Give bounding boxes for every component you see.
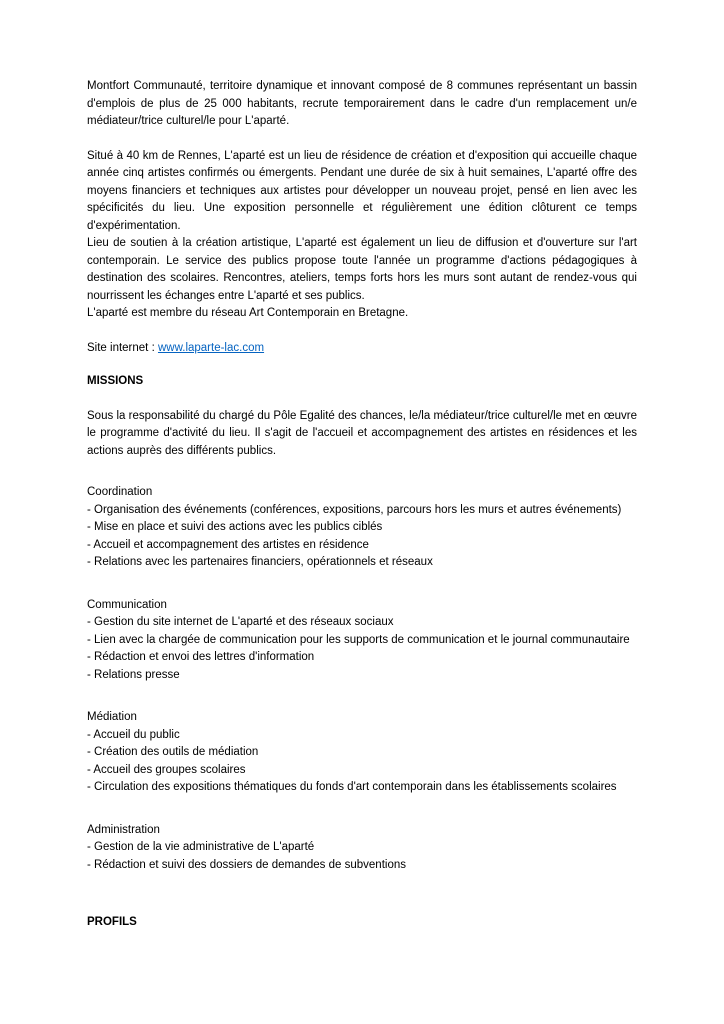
list-item: - Gestion du site internet de L'aparté et des réseaux sociaux xyxy=(87,616,394,628)
subsection-communication xyxy=(87,597,637,685)
list-item: - Relations presse xyxy=(87,668,180,681)
subsection-administration xyxy=(87,822,637,875)
list-item: - Gestion de la vie administrative de L'aparté xyxy=(87,841,315,853)
subsection-coordination xyxy=(87,484,637,572)
profils-heading: PROFILS xyxy=(87,916,137,928)
website-label: Site internet : xyxy=(87,341,158,354)
website-line xyxy=(87,340,637,358)
missions-intro: Sous la responsabilité du chargé du Pôle Egalité des chances, le/la médiateur/trice culturel/le met en œuvre le programme d'activité du lieu. Il s'agit de l'accueil et accompagnement des artistes en résidences et les actions auprès des différents publics. xyxy=(87,409,637,457)
communication-list xyxy=(87,614,637,684)
intro-paragraph-reseau: L'aparté est membre du réseau Art Contemporain en Bretagne. xyxy=(87,307,409,319)
list-item: - Création des outils de médiation xyxy=(87,746,259,758)
list-item: - Rédaction et envoi des lettres d'information xyxy=(87,651,315,663)
website-link[interactable]: www.laparte-lac.com xyxy=(157,341,265,354)
intro-paragraph-residence: Situé à 40 km de Rennes, L'aparté est un lieu de résidence de création et d'exposition qui accueille chaque année cinq artistes confirmés ou émergents. Pendant une durée de six à huit semaines, L'aparté offre des moyens financiers et techniques aux artistes pour développer un nouveau projet, pensé en lien avec les spécificités du lieu. Une exposition personnelle et régulièrement une édition clôturent ce temps d'expérimentation. xyxy=(87,149,637,232)
subsection-title-mediation: Médiation xyxy=(87,711,137,723)
administration-list xyxy=(87,839,637,874)
list-item: - Relations avec les partenaires financiers, opérationnels et réseaux xyxy=(87,556,433,568)
missions-heading: MISSIONS xyxy=(87,375,144,387)
intro-paragraph-soutien: Lieu de soutien à la création artistique, L'aparté est également un lieu de diffusion et d'ouverture sur l'art contemporain. Le service des publics propose toute l'année un programme d'actions pédagogiques à destination des scolaires. Rencontres, ateliers, temps forts hors les murs sont autant de rendez-vous qui nourrissent les échanges entre L'aparté et ses publics. xyxy=(87,237,637,302)
list-item: - Circulation des expositions thématiques du fonds d'art contemporain dans les établissements scolaires xyxy=(87,781,617,793)
list-item: - Organisation des événements (conférences, expositions, parcours hors les murs et autres événements) xyxy=(87,503,622,516)
list-item: - Accueil des groupes scolaires xyxy=(87,763,246,776)
list-item: - Lien avec la chargée de communication pour les supports de communication et le journal communautaire xyxy=(87,633,630,646)
subsection-title-administration: Administration xyxy=(87,823,160,836)
list-item: - Accueil et accompagnement des artistes en résidence xyxy=(87,538,369,551)
subsection-title-communication: Communication xyxy=(87,598,167,611)
subsection-title-coordination: Coordination xyxy=(87,486,153,498)
list-item: - Rédaction et suivi des dossiers de demandes de subventions xyxy=(87,858,406,871)
coordination-list xyxy=(87,502,637,572)
intro-paragraph-employer: Montfort Communauté, territoire dynamique et innovant composé de 8 communes représentant un bassin d'emplois de plus de 25 000 habitants, recrute temporairement dans le cadre d'un remplacement un/e médiateur/trice culturel/le pour L'aparté. xyxy=(87,80,637,127)
list-item: - Accueil du public xyxy=(87,728,180,741)
mediation-list xyxy=(87,727,637,797)
list-item: - Mise en place et suivi des actions avec les publics ciblés xyxy=(87,521,383,533)
subsection-mediation xyxy=(87,709,637,797)
